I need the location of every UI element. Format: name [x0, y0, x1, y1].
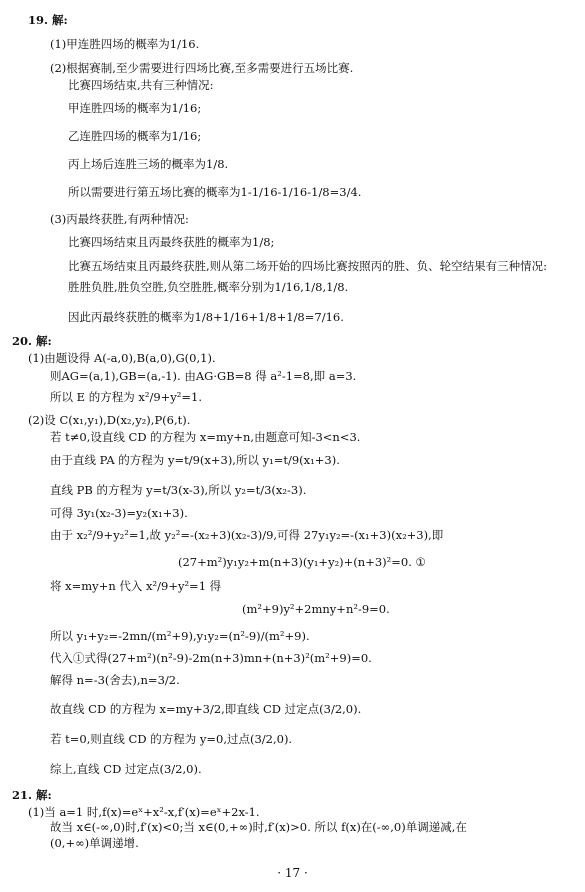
text-line: 19. 解: — [28, 13, 68, 27]
text-line: 直线 PB 的方程为 y=t/3(x-3),所以 y₂=t/3(x₂-3). — [50, 483, 307, 497]
text-line: (1)当 a=1 时,f(x)=eˣ+x²-x,f′(x)=eˣ+2x-1. — [28, 805, 260, 819]
text-line: 代入①式得(27+m²)(n²-9)-2m(n+3)mn+(n+3)²(m²+9)=0. — [50, 651, 372, 665]
text-line: 综上,直线 CD 过定点(3/2,0). — [50, 762, 202, 776]
text-line: 故直线 CD 的方程为 x=my+3/2,即直线 CD 过定点(3/2,0). — [50, 702, 362, 716]
text-line: (2)设 C(x₁,y₁),D(x₂,y₂),P(6,t). — [28, 413, 191, 427]
text-line: (1)甲连胜四场的概率为1/16. — [50, 37, 200, 51]
text-line: (3)丙最终获胜,有两种情况: — [50, 212, 189, 226]
text-line: 因此丙最终获胜的概率为1/8+1/16+1/8+1/8=7/16. — [68, 310, 344, 324]
text-line: 20. 解: — [12, 334, 52, 348]
text-line: (27+m²)y₁y₂+m(n+3)(y₁+y₂)+(n+3)²=0. ① — [178, 555, 426, 569]
text-line: 丙上场后连胜三场的概率为1/8. — [68, 157, 229, 171]
text-line: 若 t=0,则直线 CD 的方程为 y=0,过点(3/2,0). — [50, 732, 293, 746]
text-line: 由于直线 PA 的方程为 y=t/9(x+3),所以 y₁=t/9(x₁+3). — [50, 453, 340, 467]
text-line: 则AG=(a,1),GB=(a,-1). 由AG·GB=8 得 a²-1=8,即 a=3. — [50, 369, 357, 383]
text-line: 故当 x∈(-∞,0)时,f′(x)<0;当 x∈(0,+∞)时,f′(x)>0. 所以 f(x)在(-∞,0)单调递减,在 — [50, 820, 467, 834]
page-number: · 17 · — [277, 866, 308, 880]
text-line: 甲连胜四场的概率为1/16; — [68, 101, 202, 115]
text-line: 比赛四场结束且丙最终获胜的概率为1/8; — [68, 235, 275, 249]
text-line: 乙连胜四场的概率为1/16; — [68, 129, 202, 143]
text-line: 将 x=my+n 代入 x²/9+y²=1 得 — [50, 579, 222, 593]
text-line: 可得 3y₁(x₂-3)=y₂(x₁+3). — [50, 506, 188, 520]
text-line: 所以需要进行第五场比赛的概率为1-1/16-1/16-1/8=3/4. — [68, 185, 362, 199]
text-line: (0,+∞)单调递增. — [50, 836, 139, 850]
text-line: 21. 解: — [12, 788, 52, 802]
text-line: 比赛四场结束,共有三种情况: — [68, 78, 214, 92]
text-line: 解得 n=-3(舍去),n=3/2. — [50, 673, 180, 687]
text-line: (m²+9)y²+2mny+n²-9=0. — [242, 602, 390, 616]
text-line: 由于 x₂²/9+y₂²=1,故 y₂²=-(x₂+3)(x₂-3)/9,可得 27y₁y₂=-(x₁+3)(x₂+3),即 — [50, 528, 444, 542]
text-line: 若 t≠0,设直线 CD 的方程为 x=my+n,由题意可知-3<n<3. — [50, 430, 361, 444]
text-line: (1)由题设得 A(-a,0),B(a,0),G(0,1). — [28, 351, 216, 365]
text-line: 胜胜负胜,胜负空胜,负空胜胜,概率分别为1/16,1/8,1/8. — [68, 280, 349, 294]
text-line: (2)根据赛制,至少需要进行四场比赛,至多需要进行五场比赛. — [50, 61, 354, 75]
text-line: 所以 y₁+y₂=-2mn/(m²+9),y₁y₂=(n²-9)/(m²+9). — [50, 629, 310, 643]
text-line: 比赛五场结束且丙最终获胜,则从第二场开始的四场比赛按照丙的胜、负、轮空结果有三种情况: — [68, 259, 548, 273]
text-line: 所以 E 的方程为 x²/9+y²=1. — [50, 390, 202, 404]
